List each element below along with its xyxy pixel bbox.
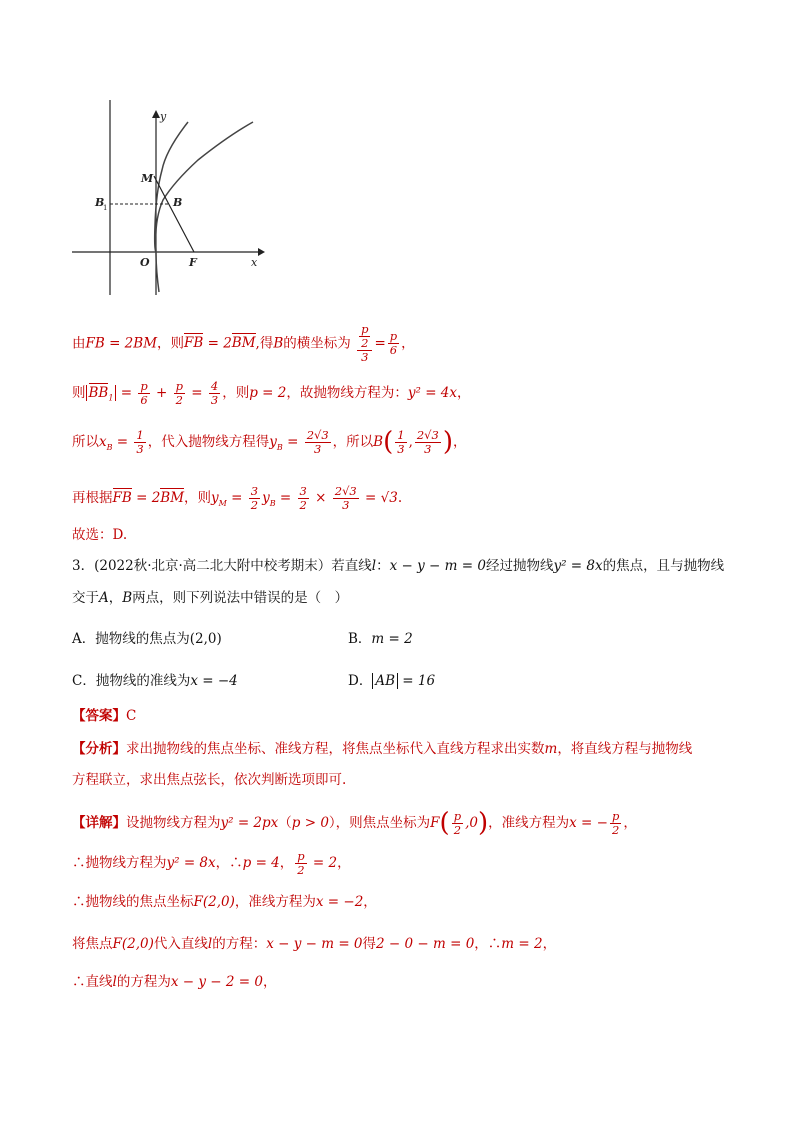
den: 2 <box>297 863 305 878</box>
math: x − y − 2 = 0 <box>170 974 263 990</box>
den: 2 <box>175 393 183 408</box>
math: p = 4 <box>242 855 280 872</box>
option-math: m = 2 <box>371 631 413 647</box>
text: ，则 <box>184 490 212 507</box>
math: p = 2 <box>249 385 287 402</box>
question-line-2 <box>72 590 348 606</box>
math: F(2,0) <box>112 936 154 952</box>
paren-open: ( <box>439 808 450 838</box>
math: B <box>373 434 384 451</box>
vector-FB: FB <box>112 490 132 507</box>
text: 的方程为 <box>116 974 171 990</box>
text: 得 <box>362 936 377 952</box>
text: 所以 <box>72 434 99 451</box>
math: m = 2 <box>501 936 543 952</box>
fraction-p-over-6 <box>388 330 399 357</box>
conclusion-line: 故选：D. <box>72 527 128 543</box>
text: 设抛物线方程为 <box>126 815 221 832</box>
paren-close: ) <box>477 808 489 838</box>
text: ，将直线方程与抛物线 <box>557 741 693 757</box>
sub: B <box>276 442 283 452</box>
y-axis-arrow <box>152 110 160 118</box>
math: = <box>275 490 296 507</box>
math: l <box>207 936 213 952</box>
option-label: D． <box>348 673 373 689</box>
num: p <box>175 379 183 393</box>
parabola-upper <box>156 122 253 252</box>
text: ， <box>337 855 351 872</box>
solution-line-2 <box>72 380 471 407</box>
math: = <box>374 335 386 352</box>
text: 代入直线 <box>153 936 208 952</box>
text: 经过抛物线 <box>485 558 554 574</box>
text: （ <box>278 815 292 832</box>
den: 3 <box>397 442 405 457</box>
math: = <box>116 385 137 402</box>
text: ∴直线 <box>72 974 113 990</box>
text: ， <box>623 815 637 832</box>
option-math-abs: AB <box>372 673 398 689</box>
num: p <box>453 808 462 823</box>
frac <box>249 485 260 512</box>
frac <box>333 485 359 512</box>
analysis-tag: 【分析】 <box>72 741 126 757</box>
option-a <box>72 627 222 647</box>
math: , <box>408 434 413 451</box>
sub: B <box>269 498 276 508</box>
text: ∴抛物线方程为 <box>72 855 167 872</box>
math: F <box>430 815 440 832</box>
math: A <box>99 590 109 606</box>
vector: BB <box>88 385 109 402</box>
math: ,0 <box>465 815 478 832</box>
x-axis-arrow <box>258 248 265 256</box>
num: p <box>611 808 620 823</box>
text: 将焦点 <box>72 936 113 952</box>
math: √3 <box>380 490 398 507</box>
text: ，∴ <box>215 855 243 872</box>
math: x − y − m = 0 <box>266 936 363 952</box>
solution-line-1 <box>72 323 415 365</box>
den: 3 <box>342 498 350 513</box>
line-MF <box>154 176 194 252</box>
label-x: x <box>251 256 258 269</box>
paren-open: ( <box>383 427 394 457</box>
den: 2 <box>299 498 307 513</box>
math: l <box>371 558 377 574</box>
label-y: y <box>160 110 167 123</box>
math: FB = 2BM <box>85 335 158 352</box>
abs-BB1 <box>86 385 117 401</box>
frac <box>305 429 331 456</box>
fraction-p2-over-3 <box>357 323 372 365</box>
math: = <box>360 490 381 507</box>
math: x = −2 <box>315 894 364 910</box>
option-label: C． <box>72 673 96 689</box>
text: ， <box>401 335 415 352</box>
question-line-1 <box>72 558 724 574</box>
label-F: F <box>189 256 197 269</box>
num: 4 <box>210 379 219 393</box>
math: = <box>226 490 247 507</box>
text: ），则焦点坐标为 <box>328 815 431 832</box>
answer-value: C <box>126 708 137 724</box>
den: 2 <box>611 823 620 838</box>
vector-BM: BM <box>160 490 185 507</box>
analysis-line-2: 方程联立，求出焦点弦长，依次判断选项即可. <box>72 772 347 788</box>
text: 由 <box>72 335 86 352</box>
den: 6 <box>389 343 398 358</box>
math: B <box>273 335 284 352</box>
option-c <box>72 669 238 689</box>
label-B1-sub: 1 <box>103 204 108 212</box>
option-math: = 16 <box>398 673 436 689</box>
math: y² = 4x <box>407 385 457 402</box>
math: y <box>262 490 270 507</box>
num: p <box>140 379 148 393</box>
label-B1: B <box>95 196 105 209</box>
math: l <box>112 974 117 990</box>
text: 求出抛物线的焦点坐标、准线方程，将焦点坐标代入直线方程求出实数 <box>126 741 545 757</box>
option-math: x = −4 <box>190 673 238 689</box>
frac <box>138 380 149 407</box>
den: 2 <box>250 498 259 513</box>
num: 2√3 <box>416 427 439 442</box>
num: p <box>361 322 369 336</box>
math: + <box>151 385 172 402</box>
math: = <box>187 385 207 402</box>
text: ， <box>452 434 467 451</box>
math: = 2 <box>203 335 232 352</box>
label-B: B <box>173 196 183 209</box>
text: ，∴ <box>474 936 502 952</box>
option-b <box>348 627 413 647</box>
frac <box>134 429 145 456</box>
frac <box>610 810 621 837</box>
math: B <box>122 590 133 606</box>
den: 3 <box>136 442 144 457</box>
num: 2√3 <box>306 427 329 442</box>
option-label: B． <box>348 631 372 647</box>
math: y <box>269 434 277 451</box>
detail-line-2 <box>72 850 351 877</box>
answer-tag: 【答案】 <box>72 708 126 724</box>
text: ∴抛物线的焦点坐标 <box>72 894 194 910</box>
num: 3 <box>250 484 259 498</box>
frac <box>395 429 406 456</box>
text: ，则 <box>222 385 250 402</box>
vector-FB: FB <box>184 335 204 352</box>
den: 3 <box>210 393 219 408</box>
num: 1 <box>136 427 144 442</box>
detail-line-3 <box>72 894 377 910</box>
solution-line-3 <box>72 427 466 458</box>
math: x <box>99 434 107 451</box>
num: p <box>297 849 305 863</box>
math: y² = 2px <box>220 815 279 832</box>
text: ,得 <box>255 335 274 352</box>
detail-line-4 <box>72 936 556 952</box>
option-label: A． <box>72 631 96 647</box>
den: 3 <box>314 442 322 457</box>
math: × <box>310 490 331 507</box>
text: ，代入抛物线方程得 <box>147 434 270 451</box>
text: 交于 <box>72 590 99 606</box>
frac <box>452 810 463 837</box>
math: = <box>112 434 133 451</box>
sub: M <box>218 498 227 508</box>
detail-tag: 【详解】 <box>72 815 126 832</box>
sub: B <box>106 442 113 452</box>
den: 2 <box>453 823 462 838</box>
label-M: M <box>141 172 154 185</box>
num: 2√3 <box>334 484 357 498</box>
num: 3 <box>299 484 307 498</box>
den: 3 <box>361 350 369 365</box>
math: p > 0 <box>291 815 329 832</box>
num: 1 <box>397 427 405 442</box>
math: x − y − m = 0 <box>389 558 486 574</box>
option-d <box>348 669 435 689</box>
solution-line-4 <box>72 485 402 512</box>
answer-line <box>72 708 136 724</box>
math: = 2 <box>131 490 161 507</box>
option-text: 抛物线的焦点为 <box>95 631 190 647</box>
text: 两点，则下列说法中错误的是（ ） <box>132 590 349 606</box>
frac <box>415 429 441 456</box>
text: 再根据 <box>72 490 113 507</box>
math: = 2 <box>308 855 338 872</box>
text: ， <box>279 855 294 872</box>
text: 的方程： <box>212 936 267 952</box>
text: ， <box>108 590 123 606</box>
den: 6 <box>140 393 148 408</box>
analysis-line-1 <box>72 741 692 757</box>
frac <box>295 850 306 877</box>
frac <box>298 485 309 512</box>
math: y² = 8x <box>166 855 216 872</box>
text: ， <box>542 936 557 952</box>
frac <box>174 380 185 407</box>
parabola-figure <box>68 100 268 300</box>
option-text: 抛物线的准线为 <box>95 673 191 689</box>
text: ，准线方程为 <box>234 894 316 910</box>
math: x = − <box>569 815 608 832</box>
detail-line-5 <box>72 974 276 990</box>
text: ， <box>457 385 471 402</box>
math: m <box>544 741 558 757</box>
text: ，所以 <box>332 434 374 451</box>
num: p <box>389 329 398 344</box>
option-math: (2,0) <box>189 631 222 647</box>
detail-line-1 <box>72 808 637 839</box>
math: y² = 8x <box>553 558 603 574</box>
text: 的焦点，且与抛物线 <box>602 558 725 574</box>
math: y <box>211 490 219 507</box>
text: ， <box>262 974 277 990</box>
text: . <box>397 490 403 507</box>
text: ： <box>376 558 390 574</box>
text: ，准线方程为 <box>488 815 570 832</box>
text: ，则 <box>157 335 185 352</box>
text: 则 <box>72 385 86 402</box>
den: 2 <box>361 336 369 351</box>
text: 的横坐标为 <box>283 335 351 352</box>
label-O: O <box>140 256 150 269</box>
frac <box>209 380 220 407</box>
paren-close: ) <box>442 427 453 457</box>
text: ，故抛物线方程为： <box>286 385 408 402</box>
math: 2 − 0 − m = 0 <box>376 936 475 952</box>
text: ， <box>363 894 377 910</box>
math: = <box>282 434 303 451</box>
vector-BM: BM <box>231 335 256 352</box>
math: F(2,0) <box>193 894 235 910</box>
den: 3 <box>424 442 432 457</box>
sub: 1 <box>108 393 114 403</box>
text: 3．(2022秋·北京·高二北大附中校考期末）若直线 <box>72 558 372 574</box>
